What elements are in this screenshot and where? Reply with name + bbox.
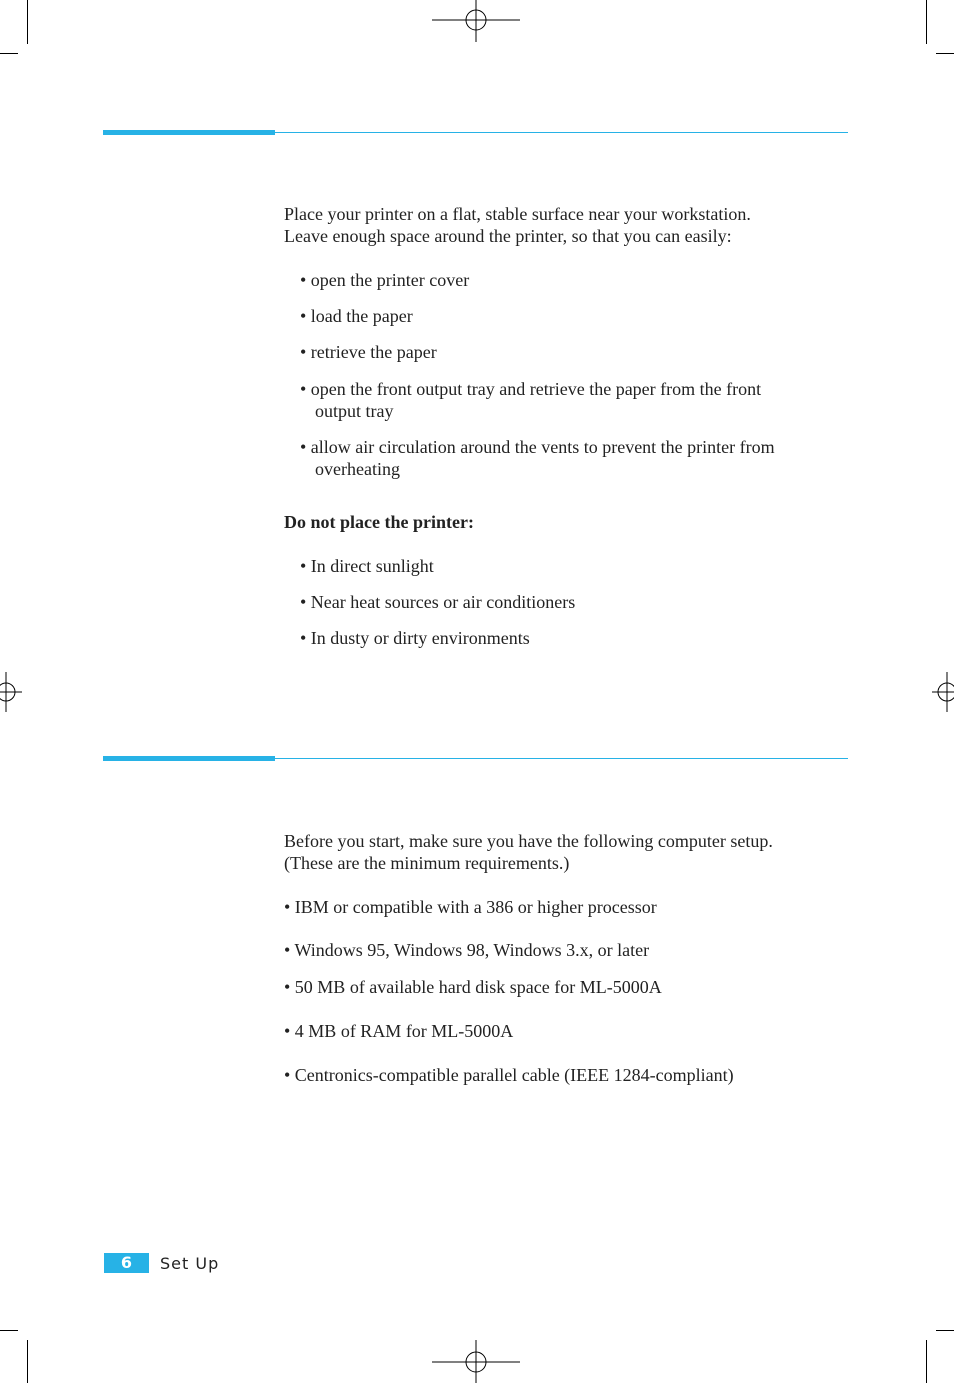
list-item: • open the printer cover [300,270,470,290]
crop-mark [926,1340,927,1383]
list-item-continuation: overheating [315,459,400,479]
registration-mark-icon [0,672,22,712]
section-rule-accent [103,756,275,761]
intro-line: Leave enough space around the printer, so that you can easily: [284,226,732,246]
warning-heading: Do not place the printer: [284,512,474,532]
list-item: • retrieve the paper [300,342,437,362]
requirement-item: • 4 MB of RAM for ML-5000A [284,1021,514,1041]
registration-mark-icon [432,1340,522,1383]
section-rule-accent [103,130,275,135]
crop-mark [936,1330,954,1331]
section-rule [275,758,848,759]
requirement-item: • 50 MB of available hard disk space for ML-5000A [284,977,662,997]
crop-mark [926,0,927,44]
crop-mark [27,0,28,44]
section-rule [275,132,848,133]
intro-line: Before you start, make sure you have the following computer setup. [284,831,773,851]
warning-item: • In dusty or dirty environments [300,628,530,648]
warning-item: • In direct sunlight [300,556,434,576]
requirement-item: • IBM or compatible with a 386 or higher processor [284,897,657,917]
crop-mark [0,53,18,54]
intro-line: Place your printer on a flat, stable surface near your workstation. [284,204,751,224]
warning-item: • Near heat sources or air conditioners [300,592,576,612]
list-item: • allow air circulation around the vents to prevent the printer from [300,437,775,457]
intro-line: (These are the minimum requirements.) [284,853,570,873]
requirement-item: • Centronics-compatible parallel cable (IEEE 1284-compliant) [284,1065,734,1085]
requirement-item: • Windows 95, Windows 98, Windows 3.x, or later [284,940,650,960]
page-number: 6 [104,1253,149,1273]
list-item: • load the paper [300,306,413,326]
crop-mark [0,1330,18,1331]
registration-mark-icon [932,672,954,712]
crop-mark [27,1340,28,1383]
registration-mark-icon [432,0,522,44]
list-item-continuation: output tray [315,401,394,421]
crop-mark [936,53,954,54]
section-name: Set Up [160,1254,220,1273]
list-item: • open the front output tray and retrieve the paper from the front [300,379,762,399]
